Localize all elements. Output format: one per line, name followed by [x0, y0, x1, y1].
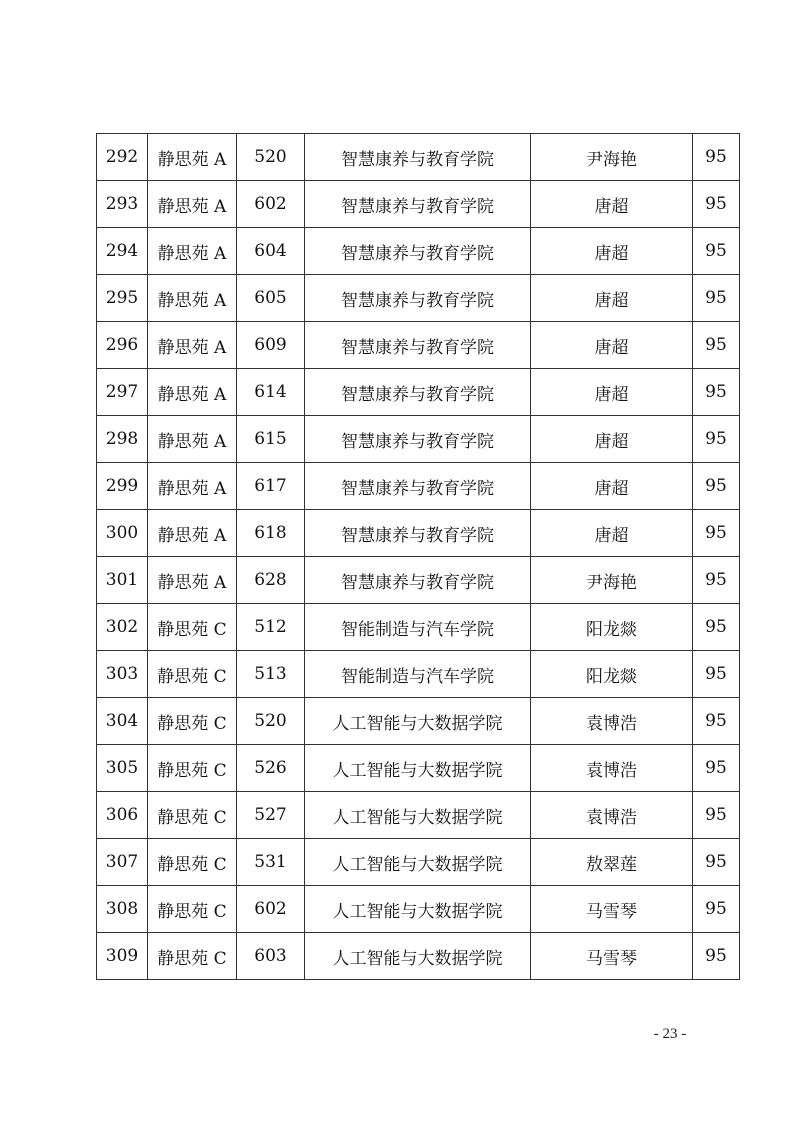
college-cell: 智慧康养与教育学院: [305, 463, 531, 510]
table-row: [97, 557, 740, 604]
row-number-cell: 297: [97, 369, 148, 416]
building-cell: 静思苑 A: [148, 228, 237, 275]
table-row: [97, 839, 740, 886]
college-cell: 智慧康养与教育学院: [305, 416, 531, 463]
name-cell: 唐超: [531, 463, 693, 510]
room-cell: 602: [237, 181, 305, 228]
table-row: [97, 322, 740, 369]
table-row: [97, 275, 740, 322]
score-cell: 95: [693, 886, 740, 933]
table-row: [97, 933, 740, 980]
table-row: [97, 228, 740, 275]
table-row: [97, 416, 740, 463]
college-cell: 智慧康养与教育学院: [305, 134, 531, 181]
room-cell: 614: [237, 369, 305, 416]
name-cell: 唐超: [531, 275, 693, 322]
name-cell: 马雪琴: [531, 886, 693, 933]
row-number-cell: 309: [97, 933, 148, 980]
table-row: [97, 510, 740, 557]
name-cell: 唐超: [531, 181, 693, 228]
building-cell: 静思苑 C: [148, 698, 237, 745]
name-cell: 阳龙燚: [531, 651, 693, 698]
building-cell: 静思苑 A: [148, 463, 237, 510]
room-cell: 520: [237, 698, 305, 745]
college-cell: 人工智能与大数据学院: [305, 745, 531, 792]
table-body: [97, 134, 740, 980]
room-cell: 602: [237, 886, 305, 933]
building-cell: 静思苑 C: [148, 745, 237, 792]
building-cell: 静思苑 A: [148, 275, 237, 322]
name-cell: 阳龙燚: [531, 604, 693, 651]
building-cell: 静思苑 C: [148, 792, 237, 839]
row-number-cell: 304: [97, 698, 148, 745]
score-cell: 95: [693, 557, 740, 604]
college-cell: 智慧康养与教育学院: [305, 275, 531, 322]
room-cell: 520: [237, 134, 305, 181]
building-cell: 静思苑 A: [148, 416, 237, 463]
row-number-cell: 305: [97, 745, 148, 792]
table-row: [97, 698, 740, 745]
college-cell: 智慧康养与教育学院: [305, 322, 531, 369]
room-cell: 603: [237, 933, 305, 980]
table-row: [97, 886, 740, 933]
row-number-cell: 308: [97, 886, 148, 933]
building-cell: 静思苑 C: [148, 839, 237, 886]
building-cell: 静思苑 C: [148, 886, 237, 933]
building-cell: 静思苑 A: [148, 181, 237, 228]
row-number-cell: 293: [97, 181, 148, 228]
row-number-cell: 296: [97, 322, 148, 369]
score-cell: 95: [693, 792, 740, 839]
table-row: [97, 181, 740, 228]
name-cell: 唐超: [531, 416, 693, 463]
table-row: [97, 134, 740, 181]
room-cell: 605: [237, 275, 305, 322]
table-row: [97, 463, 740, 510]
row-number-cell: 302: [97, 604, 148, 651]
score-cell: 95: [693, 698, 740, 745]
college-cell: 智慧康养与教育学院: [305, 557, 531, 604]
row-number-cell: 306: [97, 792, 148, 839]
college-cell: 智能制造与汽车学院: [305, 604, 531, 651]
score-cell: 95: [693, 463, 740, 510]
room-cell: 512: [237, 604, 305, 651]
score-cell: 95: [693, 134, 740, 181]
score-cell: 95: [693, 510, 740, 557]
building-cell: 静思苑 A: [148, 510, 237, 557]
room-cell: 617: [237, 463, 305, 510]
row-number-cell: 298: [97, 416, 148, 463]
room-cell: 513: [237, 651, 305, 698]
score-cell: 95: [693, 839, 740, 886]
college-cell: 人工智能与大数据学院: [305, 698, 531, 745]
room-cell: 604: [237, 228, 305, 275]
college-cell: 人工智能与大数据学院: [305, 839, 531, 886]
room-cell: 609: [237, 322, 305, 369]
row-number-cell: 307: [97, 839, 148, 886]
college-cell: 智慧康养与教育学院: [305, 228, 531, 275]
dormitory-score-table: [96, 133, 740, 980]
building-cell: 静思苑 C: [148, 651, 237, 698]
name-cell: 唐超: [531, 228, 693, 275]
college-cell: 智慧康养与教育学院: [305, 510, 531, 557]
score-cell: 95: [693, 228, 740, 275]
table-row: [97, 369, 740, 416]
college-cell: 智慧康养与教育学院: [305, 369, 531, 416]
name-cell: 袁博浩: [531, 792, 693, 839]
score-cell: 95: [693, 322, 740, 369]
college-cell: 人工智能与大数据学院: [305, 792, 531, 839]
building-cell: 静思苑 C: [148, 604, 237, 651]
building-cell: 静思苑 C: [148, 933, 237, 980]
college-cell: 人工智能与大数据学院: [305, 933, 531, 980]
table-row: [97, 792, 740, 839]
score-cell: 95: [693, 416, 740, 463]
score-cell: 95: [693, 181, 740, 228]
name-cell: 唐超: [531, 369, 693, 416]
row-number-cell: 301: [97, 557, 148, 604]
score-cell: 95: [693, 275, 740, 322]
name-cell: 尹海艳: [531, 134, 693, 181]
row-number-cell: 300: [97, 510, 148, 557]
room-cell: 526: [237, 745, 305, 792]
row-number-cell: 303: [97, 651, 148, 698]
name-cell: 尹海艳: [531, 557, 693, 604]
room-cell: 618: [237, 510, 305, 557]
score-cell: 95: [693, 604, 740, 651]
building-cell: 静思苑 A: [148, 322, 237, 369]
table-row: [97, 604, 740, 651]
score-cell: 95: [693, 933, 740, 980]
name-cell: 唐超: [531, 322, 693, 369]
building-cell: 静思苑 A: [148, 134, 237, 181]
table-row: [97, 745, 740, 792]
score-cell: 95: [693, 369, 740, 416]
room-cell: 527: [237, 792, 305, 839]
college-cell: 智慧康养与教育学院: [305, 181, 531, 228]
college-cell: 智能制造与汽车学院: [305, 651, 531, 698]
room-cell: 531: [237, 839, 305, 886]
row-number-cell: 299: [97, 463, 148, 510]
table-row: [97, 651, 740, 698]
score-cell: 95: [693, 745, 740, 792]
name-cell: 敖翠莲: [531, 839, 693, 886]
row-number-cell: 295: [97, 275, 148, 322]
room-cell: 628: [237, 557, 305, 604]
name-cell: 唐超: [531, 510, 693, 557]
college-cell: 人工智能与大数据学院: [305, 886, 531, 933]
name-cell: 袁博浩: [531, 745, 693, 792]
score-cell: 95: [693, 651, 740, 698]
row-number-cell: 294: [97, 228, 148, 275]
room-cell: 615: [237, 416, 305, 463]
name-cell: 袁博浩: [531, 698, 693, 745]
row-number-cell: 292: [97, 134, 148, 181]
name-cell: 马雪琴: [531, 933, 693, 980]
building-cell: 静思苑 A: [148, 369, 237, 416]
page-number: - 23 -: [653, 1026, 687, 1042]
building-cell: 静思苑 A: [148, 557, 237, 604]
